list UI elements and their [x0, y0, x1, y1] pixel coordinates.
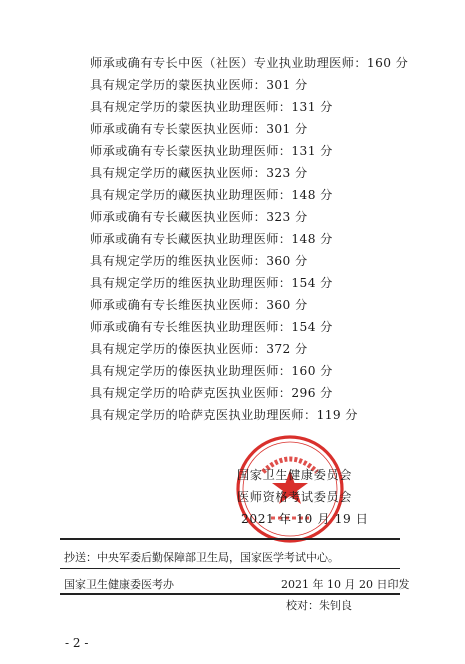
proofreader: 校对：朱钊良 — [286, 599, 352, 612]
score-line: 具有规定学历的维医执业助理医师：154 分 — [90, 276, 333, 290]
score-line: 师承或确有专长蒙医执业医师：301 分 — [90, 122, 308, 136]
issuing-office: 国家卫生健康委医考办 — [64, 578, 174, 591]
signature-date: 2021 年 10 月 19 日 — [241, 512, 369, 526]
footer-rule-middle — [60, 568, 400, 569]
print-date: 2021 年 10 月 20 日印发 — [281, 578, 410, 591]
score-line: 具有规定学历的蒙医执业医师：301 分 — [90, 78, 308, 92]
score-line: 具有规定学历的哈萨克医执业助理医师：119 分 — [90, 408, 358, 422]
footer-rule-top — [60, 538, 400, 540]
score-line: 师承或确有专长中医（社医）专业执业助理医师：160 分 — [90, 56, 409, 70]
issuing-org-1: 国家卫生健康委员会 — [237, 468, 353, 482]
score-line: 师承或确有专长藏医执业助理医师：148 分 — [90, 232, 333, 246]
score-line: 具有规定学历的蒙医执业助理医师：131 分 — [90, 100, 333, 114]
score-line: 具有规定学历的傣医执业医师：372 分 — [90, 342, 308, 356]
score-line: 具有规定学历的维医执业医师：360 分 — [90, 254, 308, 268]
score-line: 师承或确有专长维医执业助理医师：154 分 — [90, 320, 333, 334]
score-line: 具有规定学历的藏医执业医师：323 分 — [90, 166, 308, 180]
score-line: 师承或确有专长蒙医执业助理医师：131 分 — [90, 144, 333, 158]
cc-label: 抄送： — [64, 551, 97, 564]
cc-recipients: 中央军委后勤保障部卫生局，国家医学考试中心。 — [97, 551, 339, 564]
score-line: 师承或确有专长维医执业医师：360 分 — [90, 298, 308, 312]
score-line: 具有规定学历的傣医执业助理医师：160 分 — [90, 364, 333, 378]
issuing-org-2: 医师资格考试委员会 — [237, 490, 353, 504]
footer-rule-bottom — [60, 593, 400, 595]
score-line: 具有规定学历的藏医执业助理医师：148 分 — [90, 188, 333, 202]
page-number: - 2 - — [65, 636, 89, 650]
score-line: 师承或确有专长藏医执业医师：323 分 — [90, 210, 308, 224]
cc-line — [64, 549, 339, 565]
score-line: 具有规定学历的哈萨克医执业医师：296 分 — [90, 386, 333, 400]
